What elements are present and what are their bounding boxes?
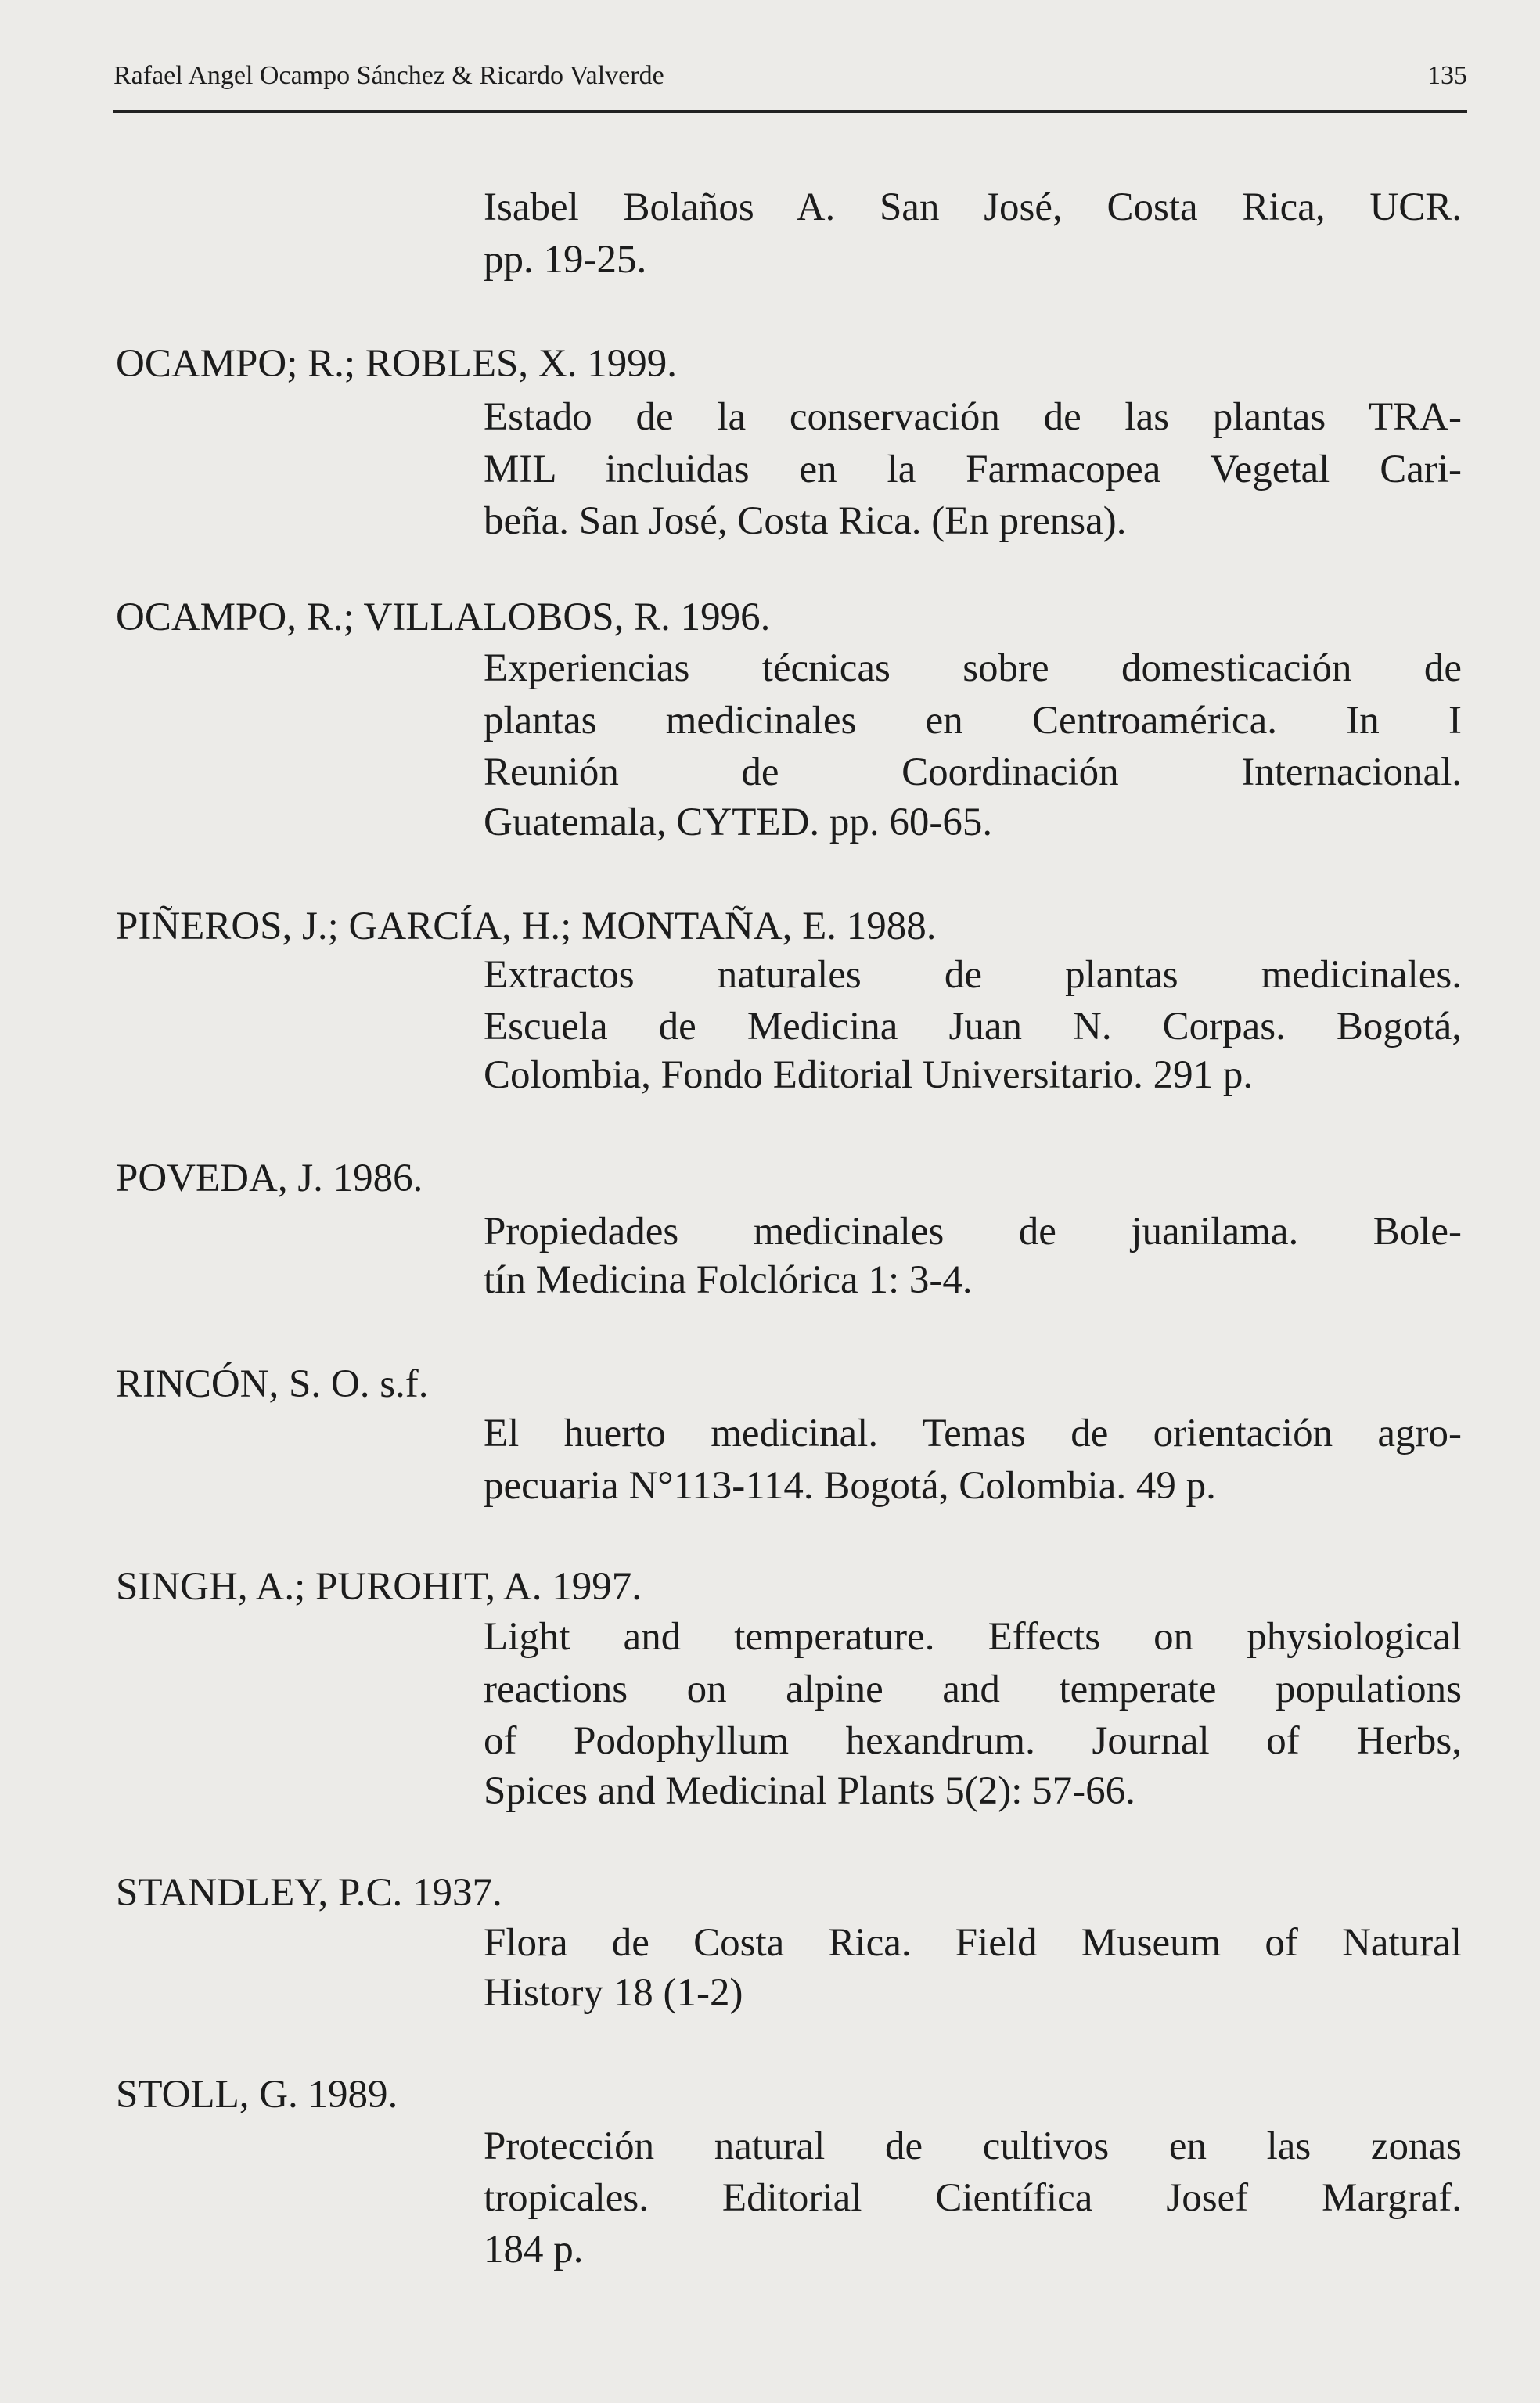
header-rule [113,110,1467,113]
reference-head: PIÑEROS, J.; GARCÍA, H.; MONTAÑA, E. 1988. [116,905,937,948]
reference-line: Reunión de Coordinación Internacional. [484,750,1462,794]
reference-line: Experiencias técnicas sobre domesticación de [484,646,1462,690]
reference-line: reactions on alpine and temperate populations [484,1667,1462,1711]
reference-line: Isabel Bolaños A. San José, Costa Rica, UCR. [484,185,1462,229]
reference-line: tín Medicina Folclórica 1: 3-4. [484,1258,973,1302]
reference-head: OCAMPO; R.; ROBLES, X. 1999. [116,342,677,386]
reference-line: tropicales. Editorial Científica Josef Margraf. [484,2176,1462,2220]
reference-line: El huerto medicinal. Temas de orientación agro- [484,1412,1462,1455]
reference-line: of Podophyllum hexandrum. Journal of Herbs, [484,1719,1462,1763]
reference-line: plantas medicinales en Centroamérica. In I [484,699,1462,743]
reference-line: 184 p. [484,2228,584,2272]
reference-line: Guatemala, CYTED. pp. 60-65. [484,800,993,844]
reference-head: STANDLEY, P.C. 1937. [116,1871,502,1915]
reference-head: STOLL, G. 1989. [116,2073,398,2117]
reference-line: MIL incluidas en la Farmacopea Vegetal Cari- [484,448,1462,491]
reference-line: Extractos naturales de plantas medicinales. [484,953,1462,997]
reference-head: OCAMPO, R.; VILLALOBOS, R. 1996. [116,595,771,639]
reference-line: History 18 (1-2) [484,1971,743,2015]
reference-line: Propiedades medicinales de juanilama. Bole- [484,1210,1462,1254]
reference-line: Light and temperature. Effects on physiological [484,1615,1462,1659]
reference-line: pp. 19-25. [484,238,647,282]
page-number: 135 [1427,61,1467,90]
reference-line: Spices and Medicinal Plants 5(2): 57-66. [484,1769,1135,1813]
reference-head: RINCÓN, S. O. s.f. [116,1362,429,1406]
running-header [113,61,1467,100]
reference-line: pecuaria N°113-114. Bogotá, Colombia. 49 p. [484,1464,1216,1508]
reference-line: beña. San José, Costa Rica. (En prensa). [484,499,1127,543]
reference-line: Protección natural de cultivos en las zonas [484,2124,1462,2168]
reference-line: Estado de la conservación de las plantas TRA- [484,395,1462,439]
header-authors: Rafael Angel Ocampo Sánchez & Ricardo Valverde [113,61,664,90]
reference-head: SINGH, A.; PUROHIT, A. 1997. [116,1565,642,1609]
reference-head: POVEDA, J. 1986. [116,1157,423,1200]
reference-line: Flora de Costa Rica. Field Museum of Natural [484,1921,1462,1965]
reference-line: Escuela de Medicina Juan N. Corpas. Bogotá, [484,1005,1462,1049]
reference-line: Colombia, Fondo Editorial Universitario. 291 p. [484,1053,1254,1097]
